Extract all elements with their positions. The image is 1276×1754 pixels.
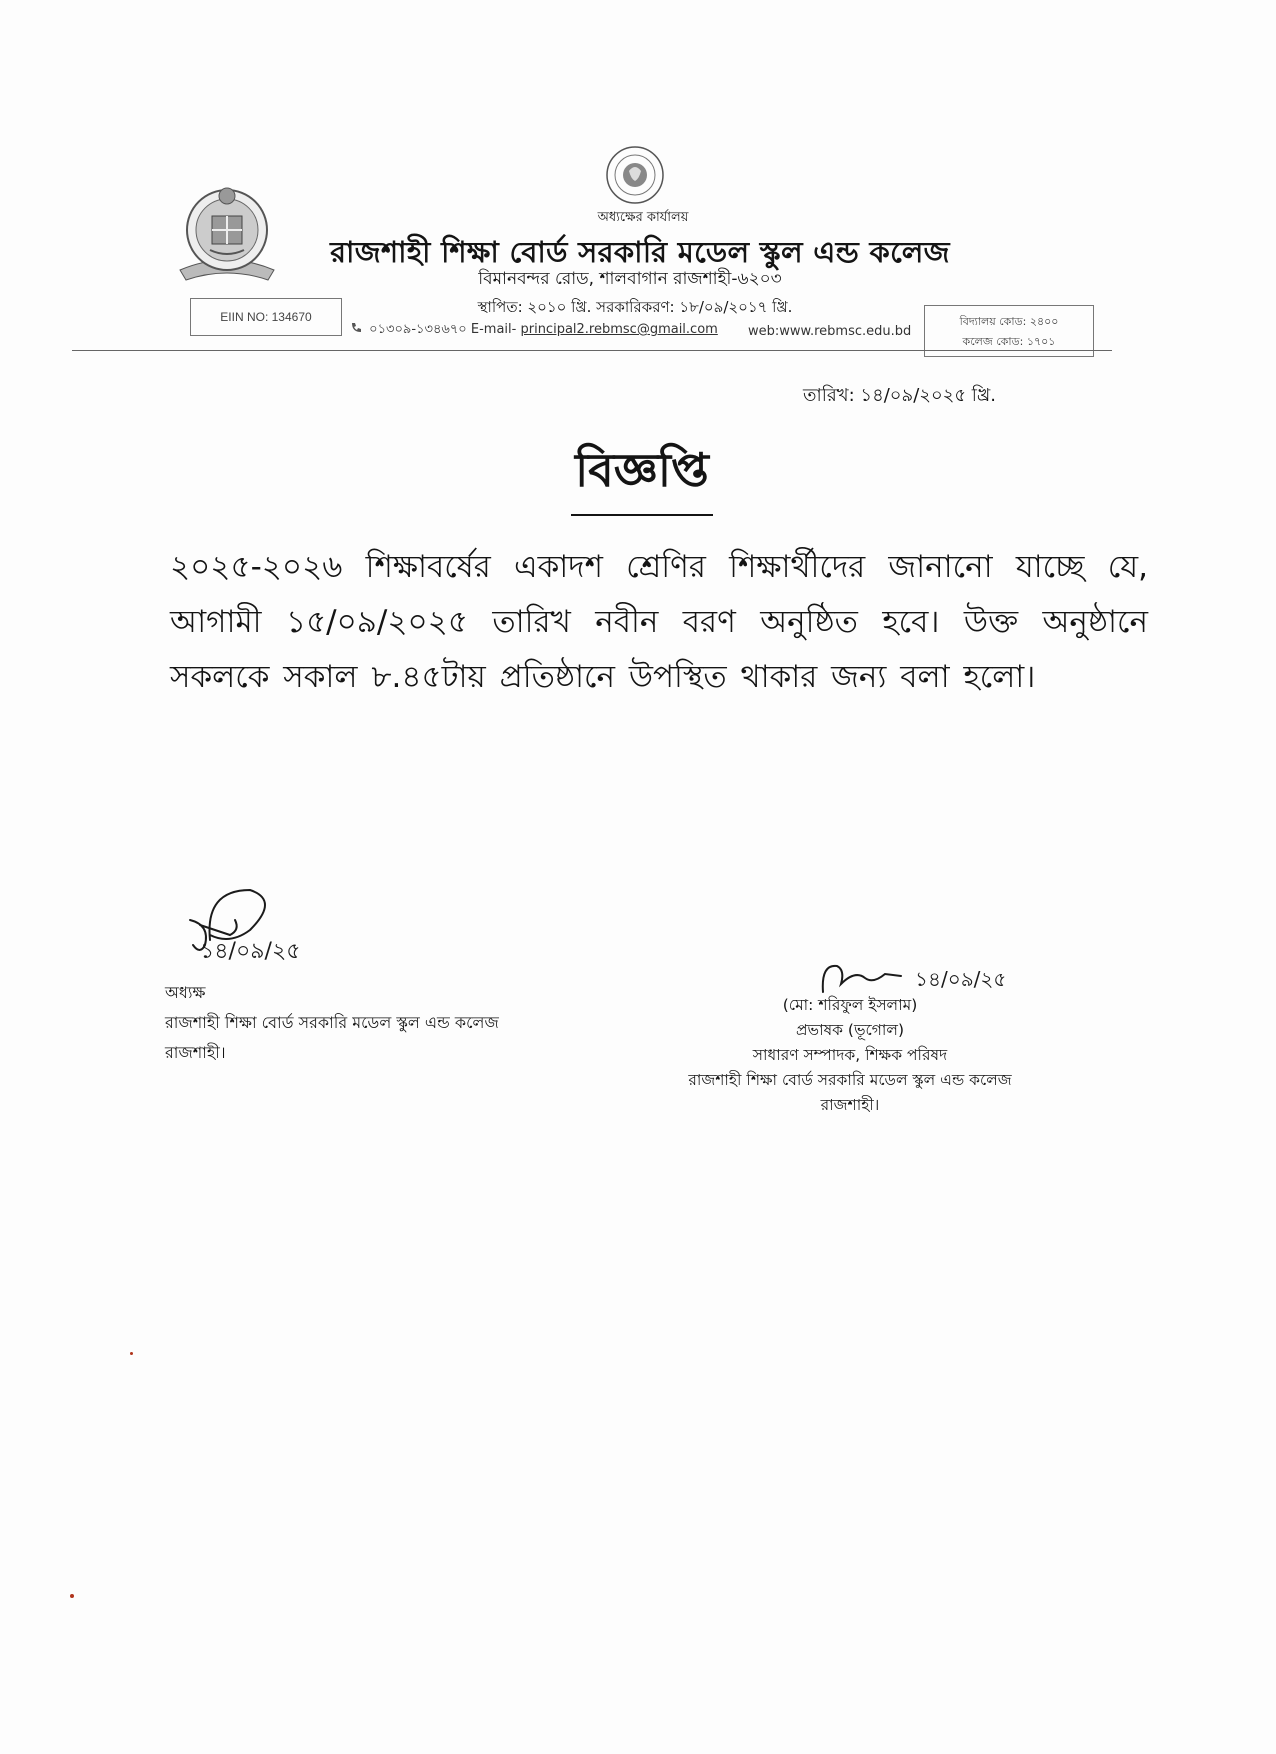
letterhead-divider — [72, 350, 1112, 351]
email-link[interactable]: principal2.rebmsc@gmail.com — [520, 322, 718, 337]
notice-title-wrap — [0, 436, 1276, 516]
principal-title: অধ্যক্ষ — [165, 983, 206, 1002]
eiin-box: EIIN NO: 134670 — [190, 298, 342, 336]
principal-signature-date: ১৪/০৯/২৫ — [200, 939, 301, 964]
school-name: রাজশাহী শিক্ষা বোর্ড সরকারি মডেল স্কুল এন্ড কলেজ — [330, 235, 950, 269]
principal-signature — [180, 880, 410, 980]
school-logo-icon — [172, 178, 282, 288]
notice-date: তারিখ: ১৪/০৯/২০২৫ খ্রি. — [803, 385, 997, 406]
teacher-block — [630, 993, 1070, 1118]
teacher-institution: রাজশাহী শিক্ষা বোর্ড সরকারি মডেল স্কুল এন্ড কলেজ — [688, 1071, 1012, 1089]
teacher-signature-date: ১৪/০৯/২৫ — [915, 967, 1007, 991]
contact-line — [350, 320, 718, 341]
college-code: কলেজ কোড: ১৭০১ — [962, 335, 1056, 348]
scan-speck — [70, 1594, 74, 1598]
notice-title: বিজ্ঞপ্তি — [571, 436, 713, 516]
notice-body: ২০২৫-২০২৬ শিক্ষাবর্ষের একাদশ শ্রেণির শিক্ষার্থীদের জানানো যাচ্ছে যে, আগামী ১৫/০৯/২০২৫ তারিখ নবীন বরণ অনুষ্ঠিত হবে। উক্ত অনুষ্ঠানে সকলকে সকাল ৮.৪৫টায় প্রতিষ্ঠানে উপস্থিত থাকার জন্য বলা হলো। — [170, 549, 1148, 695]
teacher-name: (মো: শরিফুল ইসলাম) — [782, 996, 918, 1014]
principal-institution: রাজশাহী শিক্ষা বোর্ড সরকারি মডেল স্কুল এন্ড কলেজ — [165, 1013, 499, 1032]
phone-icon — [350, 322, 362, 334]
school-address: বিমানবন্দর রোড, শালবাগান রাজশাহী-৬২০৩ — [478, 269, 782, 289]
scan-speck — [130, 1352, 133, 1355]
phone-number: ০১৩০৯-১৩৪৬৭০ — [369, 322, 467, 337]
email-label: E-mail- — [470, 322, 517, 337]
teacher-city: রাজশাহী। — [820, 1096, 880, 1114]
teacher-designation: প্রভাষক (ভূগোল) — [795, 1021, 904, 1039]
school-code: বিদ্যালয় কোড: ২৪০০ — [959, 315, 1059, 328]
website-link[interactable]: web:www.rebmsc.edu.bd — [748, 324, 912, 339]
established-info: স্থাপিত: ২০১০ খ্রি. সরকারিকরণ: ১৮/০৯/২০১৭ খ্রি. — [477, 298, 793, 316]
principal-city: রাজশাহী। — [165, 1043, 226, 1062]
office-label: অধ্যক্ষের কার্যালয় — [597, 210, 689, 225]
teacher-role: সাধারণ সম্পাদক, শিক্ষক পরিষদ — [752, 1046, 948, 1064]
principal-block — [165, 978, 499, 1068]
government-seal-icon — [605, 145, 665, 205]
